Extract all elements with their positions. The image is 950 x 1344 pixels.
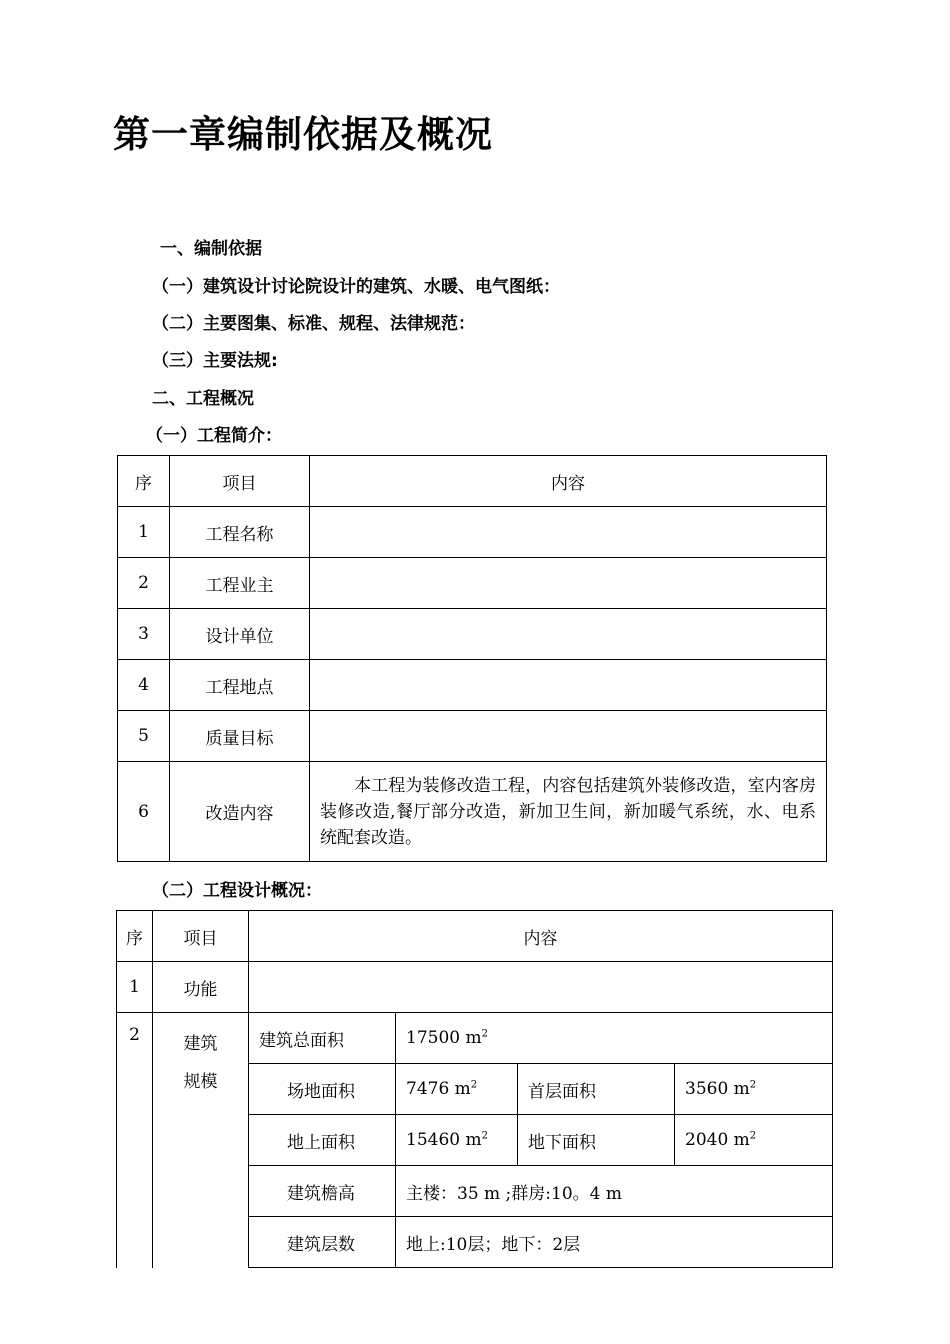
row-item: 改造内容	[170, 762, 310, 862]
row-content	[310, 762, 827, 862]
heading-compilation-basis: 一、编制依据	[160, 239, 262, 259]
table-row	[118, 762, 827, 862]
row-content	[249, 962, 833, 1013]
row-content	[310, 558, 827, 609]
table-row	[118, 711, 827, 762]
project-intro-table	[117, 455, 827, 862]
heading-project-overview: 二、工程概况	[152, 389, 254, 409]
row-number: 1	[118, 507, 170, 558]
row-item: 工程地点	[170, 660, 310, 711]
above-ground-value: 15460 $m^2$	[396, 1115, 518, 1166]
row-content	[310, 507, 827, 558]
row-content	[310, 711, 827, 762]
row-number: 2	[118, 558, 170, 609]
renovation-description: 本工程为装修改造工程，内容包括建筑外装修改造，室内客房装修改造,餐厅部分改造，新加卫生间，新加暖气系统，水、电系统配套改造。	[320, 775, 816, 848]
row-item: 质量目标	[170, 711, 310, 762]
table-header-row	[118, 456, 827, 507]
scale-label-line2: 规模	[183, 1072, 218, 1092]
row-item: 工程业主	[170, 558, 310, 609]
row-item: 工程名称	[170, 507, 310, 558]
design-overview-table	[116, 910, 833, 1268]
total-area-label: 建筑总面积	[249, 1013, 396, 1064]
header-cell: 内容	[249, 911, 833, 962]
header-cell: 项目	[153, 911, 249, 962]
header-cell: 序	[117, 911, 153, 962]
page-title: 第一章编制依据及概况	[113, 113, 493, 156]
heading-project-intro: （一）工程简介：	[146, 426, 282, 446]
row-content	[310, 609, 827, 660]
heading-design-drawings: （一）建筑设计讨论院设计的建筑、水暖、电气图纸：	[152, 277, 560, 297]
table-header-row	[117, 911, 833, 962]
above-ground-label: 地上面积	[249, 1115, 396, 1166]
table-row	[117, 1013, 833, 1064]
site-area-value: 7476 $m^2$	[396, 1064, 518, 1115]
scale-label-line1: 建筑	[183, 1034, 218, 1054]
table-row	[118, 558, 827, 609]
first-floor-value: 3560 $m^2$	[675, 1064, 833, 1115]
table-row	[118, 660, 827, 711]
row-number: 6	[118, 762, 170, 862]
below-ground-label: 地下面积	[518, 1115, 675, 1166]
heading-design-overview: （二）工程设计概况：	[152, 881, 322, 901]
row-number: 2	[117, 1013, 153, 1268]
below-ground-value: 2040 $m^2$	[675, 1115, 833, 1166]
heading-regulations: （三）主要法规:	[152, 351, 278, 371]
first-floor-label: 首层面积	[518, 1064, 675, 1115]
table-row	[117, 962, 833, 1013]
row-number: 4	[118, 660, 170, 711]
site-area-label: 场地面积	[249, 1064, 396, 1115]
row-item: 功能	[153, 962, 249, 1013]
row-content	[310, 660, 827, 711]
floors-label: 建筑层数	[249, 1217, 396, 1268]
header-cell: 序	[118, 456, 170, 507]
row-item: 设计单位	[170, 609, 310, 660]
heading-standards: （二）主要图集、标准、规程、法律规范：	[152, 314, 475, 334]
row-number: 5	[118, 711, 170, 762]
row-number: 3	[118, 609, 170, 660]
row-number: 1	[117, 962, 153, 1013]
total-area-value: 17500 $m^2$	[396, 1013, 833, 1064]
header-cell: 项目	[170, 456, 310, 507]
header-cell: 内容	[310, 456, 827, 507]
eave-height-value: 主楼：35 m ;群房:10。4 m	[396, 1166, 833, 1217]
eave-height-label: 建筑檐高	[249, 1166, 396, 1217]
floors-value: 地上:10层；地下：2层	[396, 1217, 833, 1268]
table-row	[118, 609, 827, 660]
table-row	[118, 507, 827, 558]
row-item	[153, 1013, 249, 1268]
